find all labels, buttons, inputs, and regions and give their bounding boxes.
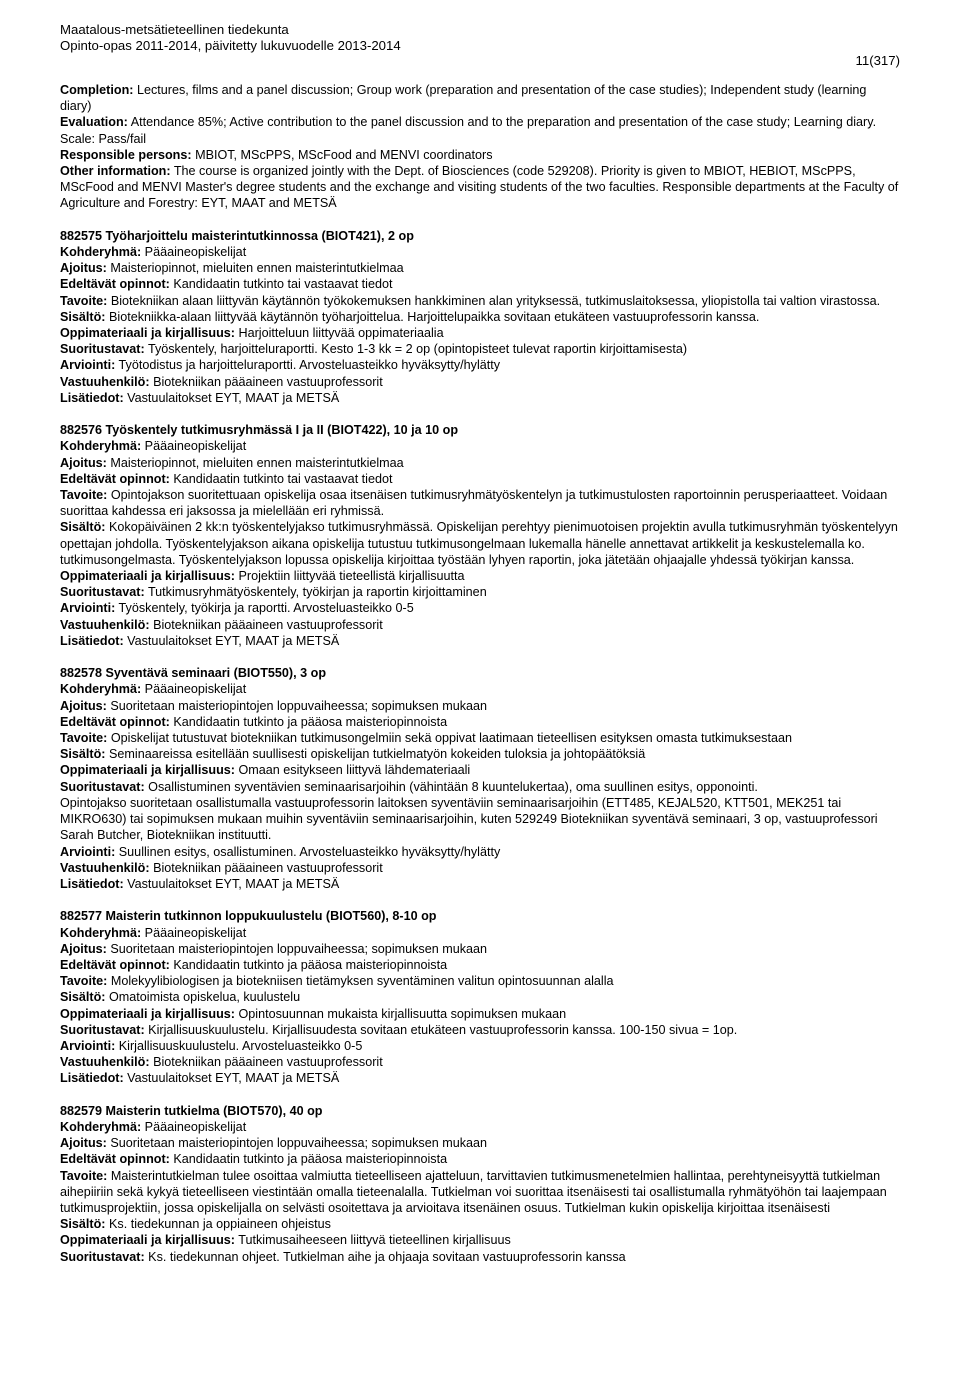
field-paragraph — [60, 455, 900, 471]
field-text: Molekyylibiologisen ja biotekniisen tietämyksen syventäminen valitun opintosuunnan alalla — [107, 974, 614, 989]
field-paragraph — [60, 1232, 900, 1248]
field-text: Pääaineopiskelijat — [141, 682, 247, 697]
field-text: MBIOT, MScPPS, MScFood and MENVI coordinators — [191, 147, 493, 162]
field-text: Kandidaatin tutkinto ja pääosa maisteriopinnoista — [169, 714, 448, 729]
field-text: Opintojakson suoritettuaan opiskelija osaa itsenäisen tutkimusryhmätyöskentelyn ja tutkimustulosten raportoinnin perusperiaatteet. Voidaan suorittaa kahdessa eri jaksossa ja mielellään eri ryhmissä. — [60, 488, 888, 519]
field-text: Omatoimista opiskelua, kuulustelu — [105, 990, 301, 1005]
field-label: Arviointi: — [60, 358, 116, 373]
field-paragraph — [60, 568, 900, 584]
field-text: Tutkimusryhmätyöskentely, työkirjan ja raportin kirjoittaminen — [144, 585, 487, 600]
field-paragraph — [60, 762, 900, 778]
field-label: Lisätiedot: — [60, 390, 124, 405]
field-text: Osallistuminen syventävien seminaarisarjoihin (vähintään 8 kuuntelukertaa), oma suullinen esitys, opponointi. — [144, 779, 758, 794]
field-text: Pääaineopiskelijat — [141, 439, 247, 454]
field-paragraph — [60, 1249, 900, 1265]
field-text: Kandidaatin tutkinto ja pääosa maisteriopinnoista — [169, 1152, 448, 1167]
field-paragraph — [60, 276, 900, 292]
field-paragraph — [60, 957, 900, 973]
field-text: Vastuulaitokset EYT, MAAT ja METSÄ — [123, 1071, 340, 1086]
field-text: Pääaineopiskelijat — [141, 245, 247, 260]
faculty-name: Maatalous-metsätieteellinen tiedekunta — [60, 22, 289, 37]
page-header — [60, 22, 401, 54]
course-section — [60, 908, 900, 1086]
field-label: Tavoite: — [60, 974, 108, 989]
field-text: Opiskelijat tutustuvat biotekniikan tutkimusongelmiin sekä oppivat laatimaan tieteellisen esityksen omasta tutkimuksestaan — [107, 731, 792, 746]
field-paragraph — [60, 746, 900, 762]
field-label: Vastuuhenkilö: — [60, 860, 150, 875]
field-text: Attendance 85%; Active contribution to the panel discussion and to the preparation and presentation of the case study; Learning diary. Scale: Pass/fail — [60, 115, 877, 146]
field-paragraph — [60, 633, 900, 649]
course-section — [60, 1103, 900, 1265]
field-label: Sisältö: — [60, 990, 106, 1005]
field-paragraph — [60, 1054, 900, 1070]
field-label: Arviointi: — [60, 601, 116, 616]
field-text: Työtodistus ja harjoitteluraportti. Arvosteluasteikko hyväksytty/hylätty — [115, 358, 501, 373]
field-text: Biotekniikan pääaineen vastuuprofessorit — [149, 617, 383, 632]
field-label: Ajoitus: — [60, 455, 107, 470]
field-label: Kohderyhmä: — [60, 1119, 142, 1134]
field-label: Oppimateriaali ja kirjallisuus: — [60, 1233, 235, 1248]
field-paragraph — [60, 698, 900, 714]
field-text: Omaan esitykseen liittyvä lähdemateriaali — [234, 763, 471, 778]
page-number: 11(317) — [855, 53, 900, 68]
field-paragraph — [60, 617, 900, 633]
field-paragraph — [60, 860, 900, 876]
field-text: Ks. tiedekunnan ja oppiaineen ohjeistus — [105, 1217, 331, 1232]
field-paragraph — [60, 1119, 900, 1135]
field-paragraph — [60, 341, 900, 357]
field-text: Työskentely, työkirja ja raportti. Arvosteluasteikko 0-5 — [115, 601, 414, 616]
field-text: Kandidaatin tutkinto tai vastaavat tiedot — [169, 277, 393, 292]
field-text: Vastuulaitokset EYT, MAAT ja METSÄ — [123, 390, 340, 405]
field-label: Vastuuhenkilö: — [60, 617, 150, 632]
field-label: Suoritustavat: — [60, 585, 145, 600]
field-text: Seminaareissa esitellään suullisesti opiskelijan tutkielmatyön kokeiden tuloksia ja johtopäätöksiä — [105, 747, 646, 762]
field-label: Responsible persons: — [60, 147, 192, 162]
field-paragraph — [60, 779, 900, 795]
field-paragraph — [60, 471, 900, 487]
field-label: Sisältö: — [60, 520, 106, 535]
field-text: Vastuulaitokset EYT, MAAT ja METSÄ — [123, 876, 340, 891]
field-text: Biotekniikka-alaan liittyvää käytännön työharjoittelua. Harjoittelupaikka sovitaan etukäteen vastuuprofessorin kanssa. — [105, 309, 760, 324]
field-paragraph — [60, 309, 900, 325]
field-paragraph — [60, 163, 900, 212]
field-label: Kohderyhmä: — [60, 439, 142, 454]
field-label: Lisätiedot: — [60, 1071, 124, 1086]
field-label: Sisältö: — [60, 309, 106, 324]
field-text: Suoritetaan maisteriopintojen loppuvaiheessa; sopimuksen mukaan — [106, 1136, 488, 1151]
field-label: Tavoite: — [60, 1168, 108, 1183]
page-content — [60, 82, 900, 1265]
field-paragraph — [60, 1168, 900, 1217]
field-label: Tavoite: — [60, 731, 108, 746]
section-gap — [60, 649, 900, 665]
field-label: Lisätiedot: — [60, 876, 124, 891]
field-paragraph — [60, 519, 900, 568]
field-text: Biotekniikan pääaineen vastuuprofessorit — [149, 374, 383, 389]
field-label: Oppimateriaali ja kirjallisuus: — [60, 1006, 235, 1021]
field-paragraph — [60, 600, 900, 616]
field-label: Vastuuhenkilö: — [60, 374, 150, 389]
field-paragraph — [60, 730, 900, 746]
field-label: Evaluation: — [60, 115, 128, 130]
field-paragraph — [60, 82, 900, 114]
field-paragraph — [60, 374, 900, 390]
field-label: Suoritustavat: — [60, 1249, 145, 1264]
field-paragraph — [60, 941, 900, 957]
field-text: Opintojakso suoritetaan osallistumalla vastuuprofessorin laitoksen syventäviin seminaarisarjoihin (ETT485, KEJAL520, KTT501, MEK251 tai MIKRO630) tai sopimuksen mukaan muihin syventäviin seminaarisarjoihin, kuten 529249 Biotekniikan syventävä seminaari, 3 op, vastuuprofessori Sarah Butcher, Biotekniikan instituutti. — [60, 795, 878, 843]
field-paragraph — [60, 1006, 900, 1022]
field-label: Kohderyhmä: — [60, 682, 142, 697]
course-section — [60, 422, 900, 649]
field-paragraph — [60, 390, 900, 406]
field-paragraph — [60, 1070, 900, 1086]
field-text: Lectures, films and a panel discussion; Group work (preparation and presentation of the case studies); Independent study (learning diary) — [60, 83, 867, 114]
field-text: Projektiin liittyvää tieteellistä kirjallisuutta — [234, 569, 465, 584]
intro-section — [60, 82, 900, 212]
field-label: Arviointi: — [60, 1038, 116, 1053]
field-text: Biotekniikan pääaineen vastuuprofessorit — [149, 1055, 383, 1070]
field-paragraph — [60, 147, 900, 163]
course-title: 882576 Työskentely tutkimusryhmässä I ja II (BIOT422), 10 ja 10 op — [60, 423, 459, 438]
field-text: Suoritetaan maisteriopintojen loppuvaiheessa; sopimuksen mukaan — [106, 698, 488, 713]
field-label: Tavoite: — [60, 488, 108, 503]
field-label: Other information: — [60, 164, 171, 179]
course-title: 882577 Maisterin tutkinnon loppukuulustelu (BIOT560), 8-10 op — [60, 909, 437, 924]
field-text: Maisteriopinnot, mieluiten ennen maisterintutkielmaa — [106, 261, 404, 276]
field-label: Edeltävät opinnot: — [60, 471, 170, 486]
course-title: 882575 Työharjoittelu maisterintutkinnossa (BIOT421), 2 op — [60, 228, 414, 243]
field-paragraph — [60, 438, 900, 454]
field-paragraph — [60, 925, 900, 941]
field-paragraph — [60, 325, 900, 341]
section-gap — [60, 212, 900, 228]
field-text: Kirjallisuuskuulustelu. Arvosteluasteikko 0-5 — [115, 1038, 363, 1053]
field-label: Tavoite: — [60, 293, 108, 308]
field-paragraph — [60, 1216, 900, 1232]
field-paragraph — [60, 244, 900, 260]
field-label: Suoritustavat: — [60, 779, 145, 794]
field-text: The course is organized jointly with the Dept. of Biosciences (code 529208). Priority is given to MBIOT, HEBIOT, MScPPS, MScFood and MENVI Master's degree students and the exchange and visiting students of the two faculties. Responsible departments at the Faculty of Agriculture and Forestry: EYT, MAAT and METSÄ — [60, 164, 899, 211]
field-paragraph — [60, 795, 900, 844]
field-label: Suoritustavat: — [60, 1022, 145, 1037]
field-paragraph — [60, 293, 900, 309]
field-text: Pääaineopiskelijat — [141, 1119, 247, 1134]
course-title: 882579 Maisterin tutkielma (BIOT570), 40 op — [60, 1103, 323, 1118]
field-label: Sisältö: — [60, 747, 106, 762]
guide-title: Opinto-opas 2011-2014, päivitetty lukuvuodelle 2013-2014 — [60, 38, 401, 53]
field-label: Oppimateriaali ja kirjallisuus: — [60, 763, 235, 778]
field-label: Suoritustavat: — [60, 342, 145, 357]
field-text: Ks. tiedekunnan ohjeet. Tutkielman aihe ja ohjaaja sovitaan vastuuprofessorin kanssa — [144, 1249, 626, 1264]
field-paragraph — [60, 989, 900, 1005]
field-label: Completion: — [60, 83, 134, 97]
field-label: Kohderyhmä: — [60, 925, 142, 940]
field-label: Edeltävät opinnot: — [60, 277, 170, 292]
field-text: Maisteriopinnot, mieluiten ennen maisterintutkielmaa — [106, 455, 404, 470]
course-list — [60, 212, 900, 1265]
field-label: Kohderyhmä: — [60, 245, 142, 260]
field-label: Sisältö: — [60, 1217, 106, 1232]
field-label: Lisätiedot: — [60, 633, 124, 648]
field-paragraph — [60, 973, 900, 989]
field-paragraph — [60, 357, 900, 373]
field-paragraph — [60, 260, 900, 276]
field-label: Ajoitus: — [60, 1136, 107, 1151]
field-label: Vastuuhenkilö: — [60, 1055, 150, 1070]
field-text: Vastuulaitokset EYT, MAAT ja METSÄ — [123, 633, 340, 648]
field-text: Kirjallisuuskuulustelu. Kirjallisuudesta sovitaan etukäteen vastuuprofessorin kanssa. 100-150 sivua = 1op. — [144, 1022, 738, 1037]
field-text: Kandidaatin tutkinto ja pääosa maisteriopinnoista — [169, 957, 448, 972]
field-paragraph — [60, 487, 900, 519]
field-text: Biotekniikan alaan liittyvän käytännön työkokemuksen hankkiminen alan yrityksessä, tutkimuslaitoksessa, yliopistolla tai valtion virastossa. — [107, 293, 881, 308]
field-paragraph — [60, 714, 900, 730]
field-label: Ajoitus: — [60, 698, 107, 713]
field-paragraph — [60, 584, 900, 600]
field-label: Oppimateriaali ja kirjallisuus: — [60, 326, 235, 341]
field-text: Pääaineopiskelijat — [141, 925, 247, 940]
course-section — [60, 665, 900, 892]
course-section — [60, 228, 900, 406]
field-label: Edeltävät opinnot: — [60, 957, 170, 972]
field-paragraph — [60, 844, 900, 860]
field-label: Edeltävät opinnot: — [60, 714, 170, 729]
course-title: 882578 Syventävä seminaari (BIOT550), 3 op — [60, 666, 327, 681]
field-text: Opintosuunnan mukaista kirjallisuutta sopimuksen mukaan — [234, 1006, 567, 1021]
field-label: Edeltävät opinnot: — [60, 1152, 170, 1167]
field-label: Arviointi: — [60, 844, 116, 859]
field-text: Suoritetaan maisteriopintojen loppuvaiheessa; sopimuksen mukaan — [106, 941, 488, 956]
field-paragraph — [60, 1135, 900, 1151]
field-label: Ajoitus: — [60, 941, 107, 956]
field-paragraph — [60, 876, 900, 892]
section-gap — [60, 406, 900, 422]
field-paragraph — [60, 681, 900, 697]
field-paragraph — [60, 114, 900, 146]
field-text: Biotekniikan pääaineen vastuuprofessorit — [149, 860, 383, 875]
field-text: Työskentely, harjoitteluraportti. Kesto 1-3 kk = 2 op (opintopisteet tulevat raportin kirjoittamisesta) — [144, 342, 688, 357]
field-text: Tutkimusaiheeseen liittyvä tieteellinen kirjallisuus — [234, 1233, 511, 1248]
field-paragraph — [60, 1151, 900, 1167]
field-text: Harjoitteluun liittyvää oppimateriaalia — [234, 326, 444, 341]
field-label: Ajoitus: — [60, 261, 107, 276]
field-paragraph — [60, 1038, 900, 1054]
field-label: Oppimateriaali ja kirjallisuus: — [60, 569, 235, 584]
field-paragraph — [60, 1022, 900, 1038]
field-text: Kokopäiväinen 2 kk:n työskentelyjakso tutkimusryhmässä. Opiskelijan perehtyy pienimuotoisen projektin avulla tutkimusryhmän työskentelyyn opettajan johdolla. Työskentelyjakson aikana opiskelija tutustuu tutkimusongelmaan lukemalla hänelle annettavat artikkelit ja keskustelemalla ko. tutkimusongelmasta. Työskentelyjakson lopussa opiskelija kirjoittaa työstään lyhyen raportin, joka jätetään ohjaajalle yhdessä työkirjan kanssa. — [60, 520, 898, 567]
field-text: Maisterintutkielman tulee osoittaa valmiutta tieteelliseen ajatteluun, tarvittavien tutkimusmenetelmien hallintaa, perehtyneisyyttä tutkielman aihepiiriin sekä kykyä tieteelliseen viestintään omalla tieteenalalla. Tutkielman voi suorittaa itsenäisesti tai osallistumalla ryhmätyöhön tai laajempaan tutkimusprojektiin, jossa opiskelijalla on selvästi osoitettava ja arvioitava itsenäinen osuus. Tutkielman kukin opiskelija kirjoittaa itsenäisesti — [60, 1168, 887, 1215]
field-text: Suullinen esitys, osallistuminen. Arvosteluasteikko hyväksytty/hylätty — [115, 844, 501, 859]
field-text: Kandidaatin tutkinto tai vastaavat tiedot — [169, 471, 393, 486]
section-gap — [60, 892, 900, 908]
section-gap — [60, 1087, 900, 1103]
